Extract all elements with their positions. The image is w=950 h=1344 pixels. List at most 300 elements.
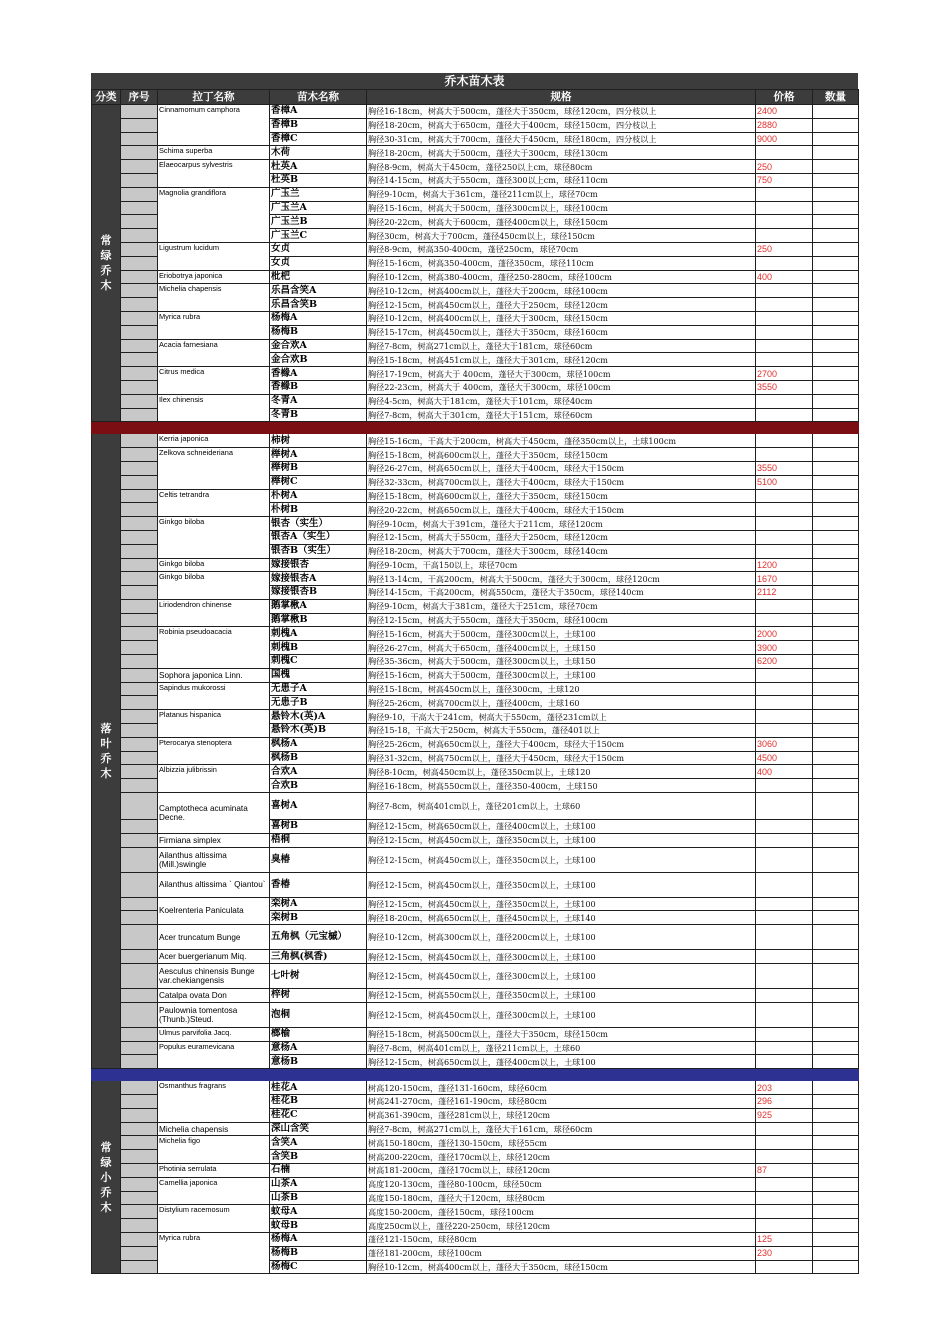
quantity-cell[interactable]	[813, 1219, 859, 1233]
table-row	[92, 1081, 859, 1095]
latin-name-cell: Paulownia tomentosa (Thunb.)Steud.	[158, 1002, 270, 1027]
quantity-cell[interactable]	[813, 173, 859, 187]
latin-name-cell: Ailanthus altissima (Mill.)swingle	[158, 847, 270, 872]
price-cell	[756, 1136, 813, 1150]
quantity-cell[interactable]	[813, 724, 859, 738]
spec-cell: 胸径12-15cm，树高450cm以上，蓬径300cm以上，土球100	[367, 1002, 756, 1027]
plant-name-cell: 鹅掌楸A	[270, 599, 367, 613]
plant-name-cell: 嫁接银杏B	[270, 586, 367, 600]
quantity-cell[interactable]	[813, 737, 859, 751]
spec-cell: 胸径15-16cm，树高350-400cm，蓬径350cm，球径110cm	[367, 256, 756, 270]
price-cell: 2000	[756, 627, 813, 641]
table-row	[92, 833, 859, 847]
latin-name-cell: Liriodendron chinense	[158, 599, 270, 627]
quantity-cell[interactable]	[813, 833, 859, 847]
table-row	[92, 668, 859, 682]
price-cell: 1200	[756, 558, 813, 572]
latin-name-cell: Pterocarya stenoptera	[158, 737, 270, 765]
quantity-cell[interactable]	[813, 1260, 859, 1274]
quantity-cell[interactable]	[813, 655, 859, 669]
table-row	[92, 187, 859, 201]
seq-cell	[121, 517, 158, 531]
section-divider	[92, 1069, 859, 1081]
quantity-cell[interactable]	[813, 1055, 859, 1069]
seq-cell	[121, 489, 158, 503]
quantity-cell[interactable]	[813, 872, 859, 897]
seq-cell	[121, 724, 158, 738]
spec-cell: 胸径12-15cm，树高大于550cm，蓬径大于250cm，球径120cm	[367, 530, 756, 544]
spec-cell: 胸径10-12cm，树高400cm以上，蓬径大于200cm，球径100cm	[367, 284, 756, 298]
seq-cell	[121, 793, 158, 820]
price-cell: 250	[756, 242, 813, 256]
price-cell	[756, 599, 813, 613]
plant-name-cell: 刺槐B	[270, 641, 367, 655]
price-cell	[756, 229, 813, 243]
seq-cell	[121, 284, 158, 298]
spec-cell: 胸径12-15cm，树高450cm以上，蓬径300cm以上，土球100	[367, 964, 756, 989]
price-cell	[756, 682, 813, 696]
quantity-cell[interactable]	[813, 682, 859, 696]
quantity-cell[interactable]	[813, 1027, 859, 1041]
price-cell	[756, 710, 813, 724]
quantity-cell[interactable]	[813, 325, 859, 339]
quantity-cell[interactable]	[813, 1177, 859, 1191]
quantity-cell[interactable]	[813, 1136, 859, 1150]
quantity-cell[interactable]	[813, 298, 859, 312]
seq-cell	[121, 1191, 158, 1205]
quantity-cell[interactable]	[813, 353, 859, 367]
table-row	[92, 558, 859, 572]
table-row	[92, 367, 859, 381]
latin-name-cell: Osmanthus fragrans	[158, 1081, 270, 1122]
price-cell: 296	[756, 1095, 813, 1109]
quantity-cell[interactable]	[813, 989, 859, 1003]
spec-cell: 胸径13-14cm，干高200cm，树高大于500cm，蓬径大于300cm，球径120cm	[367, 572, 756, 586]
seq-cell	[121, 668, 158, 682]
seq-cell	[121, 1136, 158, 1150]
plant-name-cell: 朴树B	[270, 503, 367, 517]
quantity-cell[interactable]	[813, 434, 859, 448]
table-row	[92, 489, 859, 503]
plant-name-cell: 山茶A	[270, 1177, 367, 1191]
quantity-cell[interactable]	[813, 503, 859, 517]
spec-cell: 胸径17-19cm，树高大于 400cm，蓬径大于300cm，球径100cm	[367, 367, 756, 381]
quantity-cell[interactable]	[813, 187, 859, 201]
quantity-cell[interactable]	[813, 544, 859, 558]
latin-name-cell: Magnolia grandiflora	[158, 187, 270, 242]
seq-cell	[121, 339, 158, 353]
spec-cell: 胸径12-15cm，树高450cm以上，蓬径350cm以上，土球100	[367, 847, 756, 872]
quantity-cell[interactable]	[813, 105, 859, 119]
latin-name-cell: Camellia japonica	[158, 1177, 270, 1205]
price-cell	[756, 820, 813, 834]
seq-cell	[121, 847, 158, 872]
quantity-cell[interactable]	[813, 751, 859, 765]
plant-name-cell: 桂花A	[270, 1081, 367, 1095]
quantity-cell[interactable]	[813, 270, 859, 284]
table-row	[92, 311, 859, 325]
quantity-cell[interactable]	[813, 765, 859, 779]
table-row	[92, 1177, 859, 1191]
latin-name-cell: Celtis tetrandra	[158, 489, 270, 517]
quantity-cell[interactable]	[813, 339, 859, 353]
seq-cell	[121, 1205, 158, 1219]
latin-name-cell: Michelia figo	[158, 1136, 270, 1164]
seq-cell	[121, 1164, 158, 1178]
quantity-cell[interactable]	[813, 1002, 859, 1027]
quantity-cell[interactable]	[813, 1150, 859, 1164]
price-cell	[756, 925, 813, 950]
plant-name-cell: 冬青A	[270, 394, 367, 408]
quantity-cell[interactable]	[813, 146, 859, 160]
plant-name-cell: 深山含笑	[270, 1122, 367, 1136]
price-cell: 6200	[756, 655, 813, 669]
seq-cell	[121, 1219, 158, 1233]
plant-name-cell: 榉树A	[270, 448, 367, 462]
seq-cell	[121, 1081, 158, 1095]
plant-name-cell: 无患子A	[270, 682, 367, 696]
header-category: 分类	[92, 90, 121, 105]
plant-name-cell: 广玉兰A	[270, 201, 367, 215]
spec-cell: 胸径15-16cm，树高大于500cm，蓬径300cm以上，土球100	[367, 668, 756, 682]
seq-cell	[121, 187, 158, 201]
plant-name-cell: 银杏A（实生）	[270, 530, 367, 544]
category-cell	[92, 1081, 121, 1274]
plant-name-cell: 三角枫(枫香)	[270, 950, 367, 964]
seq-cell	[121, 242, 158, 256]
latin-name-cell: Ailanthus altissima ` Qiantou`	[158, 872, 270, 897]
latin-name-cell: Kerria japonica	[158, 434, 270, 448]
quantity-cell[interactable]	[813, 668, 859, 682]
plant-name-cell: 香樟A	[270, 105, 367, 119]
price-cell: 2880	[756, 118, 813, 132]
price-cell	[756, 911, 813, 925]
table-row	[92, 950, 859, 964]
price-cell: 925	[756, 1108, 813, 1122]
spec-cell: 胸径12-15cm，树高550cm以上，蓬径350cm以上，土球100	[367, 989, 756, 1003]
quantity-cell[interactable]	[813, 311, 859, 325]
latin-name-cell: Acacia farnesiana	[158, 339, 270, 367]
divider-cell	[367, 422, 756, 434]
price-cell	[756, 872, 813, 897]
quantity-cell[interactable]	[813, 613, 859, 627]
price-cell	[756, 793, 813, 820]
spec-cell: 胸径9-10cm，树高大于381cm，蓬径大于251cm，球径70cm	[367, 599, 756, 613]
spec-cell: 蓬径181-200cm，球径100cm	[367, 1246, 756, 1260]
quantity-cell[interactable]	[813, 489, 859, 503]
spec-cell: 胸径14-15cm，干高200cm，树高550cm，蓬径大于350cm，球径140cm	[367, 586, 756, 600]
plant-name-cell: 女贞	[270, 256, 367, 270]
quantity-cell[interactable]	[813, 118, 859, 132]
table-row	[92, 105, 859, 119]
quantity-cell[interactable]	[813, 215, 859, 229]
spec-cell: 胸径15-16cm，树高大于500cm，蓬径300cm以上，球径100cm	[367, 201, 756, 215]
divider-cell	[270, 1069, 367, 1081]
plant-name-cell: 杜英A	[270, 160, 367, 174]
quantity-cell[interactable]	[813, 1205, 859, 1219]
seq-cell	[121, 270, 158, 284]
latin-name-cell: Michelia chapensis	[158, 1122, 270, 1136]
latin-name-cell: Camptotheca acuminata Decne.	[158, 793, 270, 834]
table-row	[92, 599, 859, 613]
spec-cell: 胸径25-26cm，树高650cm以上，蓬径大于400cm，球径大于150cm	[367, 737, 756, 751]
seq-cell	[121, 353, 158, 367]
quantity-cell[interactable]	[813, 911, 859, 925]
price-cell: 125	[756, 1232, 813, 1246]
price-cell	[756, 1219, 813, 1233]
plant-name-cell: 枇杷	[270, 270, 367, 284]
quantity-cell[interactable]	[813, 897, 859, 911]
header-qty: 数量	[813, 90, 859, 105]
quantity-cell[interactable]	[813, 367, 859, 381]
latin-name-cell: Koelrenteria Paniculata	[158, 897, 270, 925]
latin-name-cell: Photinia serrulata	[158, 1164, 270, 1178]
seq-cell	[121, 146, 158, 160]
spec-cell: 树高120-150cm，蓬径131-160cm，球径60cm	[367, 1081, 756, 1095]
spec-cell: 胸径15-18cm，树高600cm以上，蓬径大于350cm，球径150cm	[367, 448, 756, 462]
price-cell: 4500	[756, 751, 813, 765]
table-row	[92, 710, 859, 724]
latin-name-cell: Cinnamomum camphora	[158, 105, 270, 146]
seq-cell	[121, 1246, 158, 1260]
spec-cell: 胸径15-16cm，干高大于200cm，树高大于450cm，蓬径350cm以上，土球100cm	[367, 434, 756, 448]
quantity-cell[interactable]	[813, 1108, 859, 1122]
quantity-cell[interactable]	[813, 229, 859, 243]
seq-cell	[121, 737, 158, 751]
spec-cell: 高度150-200cm，蓬径150cm，球径100cm	[367, 1205, 756, 1219]
quantity-cell[interactable]	[813, 599, 859, 613]
quantity-cell[interactable]	[813, 820, 859, 834]
spec-cell: 胸径30-31cm，树高大于700cm，蓬径大于450cm，球径180cm，四分枝以上	[367, 132, 756, 146]
quantity-cell[interactable]	[813, 517, 859, 531]
price-cell: 203	[756, 1081, 813, 1095]
quantity-cell[interactable]	[813, 572, 859, 586]
quantity-cell[interactable]	[813, 1041, 859, 1055]
quantity-cell[interactable]	[813, 710, 859, 724]
quantity-cell[interactable]	[813, 1095, 859, 1109]
table-row	[92, 339, 859, 353]
spec-cell: 胸径14-15cm，树高大于550cm，蓬径300以上cm，球径110cm	[367, 173, 756, 187]
plant-name-cell: 桂花C	[270, 1108, 367, 1122]
category-label: 落叶乔木	[100, 722, 112, 781]
price-cell	[756, 408, 813, 422]
seq-cell	[121, 989, 158, 1003]
price-cell	[756, 1055, 813, 1069]
quantity-cell[interactable]	[813, 256, 859, 270]
quantity-cell[interactable]	[813, 641, 859, 655]
latin-name-cell: Ilex chinensis	[158, 394, 270, 422]
quantity-cell[interactable]	[813, 696, 859, 710]
quantity-cell[interactable]	[813, 627, 859, 641]
spec-cell: 胸径26-27cm，树高大于650cm，蓬径400cm以上，土球150	[367, 641, 756, 655]
spec-cell: 胸径8-9cm，树高350-400cm，蓬径250cm，球径70cm	[367, 242, 756, 256]
seq-cell	[121, 1108, 158, 1122]
spec-cell: 胸径35-36cm，树高大于500cm，蓬径300cm以上，土球150	[367, 655, 756, 669]
price-cell: 2400	[756, 105, 813, 119]
spec-cell: 胸径12-15cm，树高大于550cm，蓬径大于350cm，球径100cm	[367, 613, 756, 627]
price-cell	[756, 950, 813, 964]
plant-name-cell: 榉树C	[270, 475, 367, 489]
seq-cell	[121, 394, 158, 408]
quantity-cell[interactable]	[813, 1246, 859, 1260]
seq-cell	[121, 1041, 158, 1055]
seq-cell	[121, 911, 158, 925]
quantity-cell[interactable]	[813, 132, 859, 146]
price-cell: 3060	[756, 737, 813, 751]
seq-cell	[121, 950, 158, 964]
spec-cell: 胸径8-9cm，树高大于450cm，蓬径250以上cm，球径80cm	[367, 160, 756, 174]
category-label: 常绿乔木	[100, 234, 112, 293]
seq-cell	[121, 1027, 158, 1041]
table-row	[92, 872, 859, 897]
quantity-cell[interactable]	[813, 558, 859, 572]
seq-cell	[121, 558, 158, 572]
quantity-cell[interactable]	[813, 408, 859, 422]
price-cell: 5100	[756, 475, 813, 489]
quantity-cell[interactable]	[813, 1232, 859, 1246]
price-sheet	[91, 73, 858, 1274]
seq-cell	[121, 215, 158, 229]
plant-name-cell: 杨梅C	[270, 1260, 367, 1274]
plant-name-cell: 金合欢B	[270, 353, 367, 367]
seq-cell	[121, 408, 158, 422]
spec-cell: 胸径15-17cm，树高450cm以上，蓬径大于350cm，球径160cm	[367, 325, 756, 339]
seq-cell	[121, 298, 158, 312]
quantity-cell[interactable]	[813, 1191, 859, 1205]
latin-name-cell: Ginkgo biloba	[158, 558, 270, 572]
spec-cell: 胸径12-15cm，树高450cm以上，蓬径350cm以上，土球100	[367, 897, 756, 911]
quantity-cell[interactable]	[813, 461, 859, 475]
table-row	[92, 572, 859, 586]
spec-cell: 胸径9-10，干高大于241cm，树高大于550cm，蓬径231cm以上	[367, 710, 756, 724]
spec-cell: 树高181-200cm，蓬径170cm以上，球径120cm	[367, 1164, 756, 1178]
quantity-cell[interactable]	[813, 950, 859, 964]
divider-cell	[92, 1069, 121, 1081]
seq-cell	[121, 779, 158, 793]
price-cell	[756, 1177, 813, 1191]
seq-cell	[121, 655, 158, 669]
spec-cell: 胸径18-20cm，树高大于700cm，蓬径大于300cm，球径140cm	[367, 544, 756, 558]
seq-cell	[121, 641, 158, 655]
plant-name-cell: 国槐	[270, 668, 367, 682]
price-cell	[756, 1205, 813, 1219]
quantity-cell[interactable]	[813, 847, 859, 872]
quantity-cell[interactable]	[813, 1122, 859, 1136]
seq-cell	[121, 833, 158, 847]
quantity-cell[interactable]	[813, 475, 859, 489]
quantity-cell[interactable]	[813, 380, 859, 394]
spec-cell: 胸径22-23cm，树高大于 400cm，蓬径大于300cm，球径100cm	[367, 380, 756, 394]
price-cell: 9000	[756, 132, 813, 146]
plant-name-cell: 榉树B	[270, 461, 367, 475]
seq-cell	[121, 173, 158, 187]
plant-name-cell: 栾树B	[270, 911, 367, 925]
plant-name-cell: 悬铃木(英)B	[270, 724, 367, 738]
price-cell	[756, 964, 813, 989]
spec-cell: 胸径32-33cm，树高700cm以上，蓬径大于400cm，球径大于150cm	[367, 475, 756, 489]
seq-cell	[121, 1150, 158, 1164]
seq-cell	[121, 105, 158, 119]
price-cell	[756, 530, 813, 544]
price-cell	[756, 724, 813, 738]
price-cell	[756, 668, 813, 682]
quantity-cell[interactable]	[813, 160, 859, 174]
quantity-cell[interactable]	[813, 448, 859, 462]
quantity-cell[interactable]	[813, 394, 859, 408]
seq-cell	[121, 710, 158, 724]
quantity-cell[interactable]	[813, 1081, 859, 1095]
price-cell	[756, 256, 813, 270]
plant-name-cell: 杨梅A	[270, 1232, 367, 1246]
quantity-cell[interactable]	[813, 779, 859, 793]
price-cell	[756, 1260, 813, 1274]
plant-name-cell: 意杨A	[270, 1041, 367, 1055]
spec-cell: 高度150-180cm，蓬径大于120cm，球径80cm	[367, 1191, 756, 1205]
quantity-cell[interactable]	[813, 793, 859, 820]
table-row	[92, 847, 859, 872]
price-cell	[756, 989, 813, 1003]
spec-cell: 胸径18-20cm，树高大于650cm，蓬径大于400cm，球径150cm，四分枝以上	[367, 118, 756, 132]
plant-name-cell: 香椿	[270, 872, 367, 897]
seq-cell	[121, 1055, 158, 1069]
spec-cell: 胸径18-20cm，树高大于500cm，蓬径大于300cm，球径130cm	[367, 146, 756, 160]
quantity-cell[interactable]	[813, 586, 859, 600]
seq-cell	[121, 434, 158, 448]
price-cell	[756, 1122, 813, 1136]
quantity-cell[interactable]	[813, 201, 859, 215]
spec-cell: 胸径7-8cm，树高401cm以上，蓬径201cm以上，土球60	[367, 793, 756, 820]
quantity-cell[interactable]	[813, 530, 859, 544]
spec-cell: 胸径8-10cm，树高450cm以上，蓬径350cm以上，土球120	[367, 765, 756, 779]
seq-cell	[121, 229, 158, 243]
plant-name-cell: 金合欢A	[270, 339, 367, 353]
price-cell: 2112	[756, 586, 813, 600]
price-cell	[756, 325, 813, 339]
plant-name-cell: 广玉兰	[270, 187, 367, 201]
spec-cell: 胸径26-27cm，树高650cm以上，蓬径大于400cm，球径大于150cm	[367, 461, 756, 475]
plant-name-cell: 枫杨A	[270, 737, 367, 751]
spec-cell: 胸径16-18cm，树高大于500cm，蓬径大于350cm，球径120cm，四分枝以上	[367, 105, 756, 119]
divider-cell	[121, 422, 158, 434]
seq-cell	[121, 1177, 158, 1191]
spec-cell: 胸径12-15cm，树高450cm以上，蓬径300cm以上，土球100	[367, 950, 756, 964]
spec-cell: 胸径25-26cm，树高700cm以上，蓬径400cm，土球160	[367, 696, 756, 710]
seq-cell	[121, 572, 158, 586]
quantity-cell[interactable]	[813, 284, 859, 298]
spec-cell: 胸径12-15cm，树高450cm以上，蓬径350cm以上，土球100	[367, 833, 756, 847]
price-cell	[756, 1041, 813, 1055]
spec-cell: 胸径12-15cm，树高650cm以上，蓬径400cm以上，土球100	[367, 1055, 756, 1069]
seq-cell	[121, 820, 158, 834]
quantity-cell[interactable]	[813, 242, 859, 256]
quantity-cell[interactable]	[813, 925, 859, 950]
price-cell	[756, 779, 813, 793]
spec-cell: 胸径7-8cm，树高401cm以上，蓬径211cm以上，土球60	[367, 1041, 756, 1055]
table-row	[92, 270, 859, 284]
plant-name-cell: 乐昌含笑B	[270, 298, 367, 312]
plant-name-cell: 嫁接银杏A	[270, 572, 367, 586]
seq-cell	[121, 325, 158, 339]
divider-cell	[813, 422, 859, 434]
latin-name-cell: Ginkgo biloba	[158, 517, 270, 558]
quantity-cell[interactable]	[813, 964, 859, 989]
latin-name-cell: Myrica rubra	[158, 311, 270, 339]
quantity-cell[interactable]	[813, 1164, 859, 1178]
price-cell: 400	[756, 270, 813, 284]
header-name: 苗木名称	[270, 90, 367, 105]
latin-name-cell: Acer truncatum Bunge	[158, 925, 270, 950]
latin-name-cell: Populus euramevicana	[158, 1041, 270, 1069]
